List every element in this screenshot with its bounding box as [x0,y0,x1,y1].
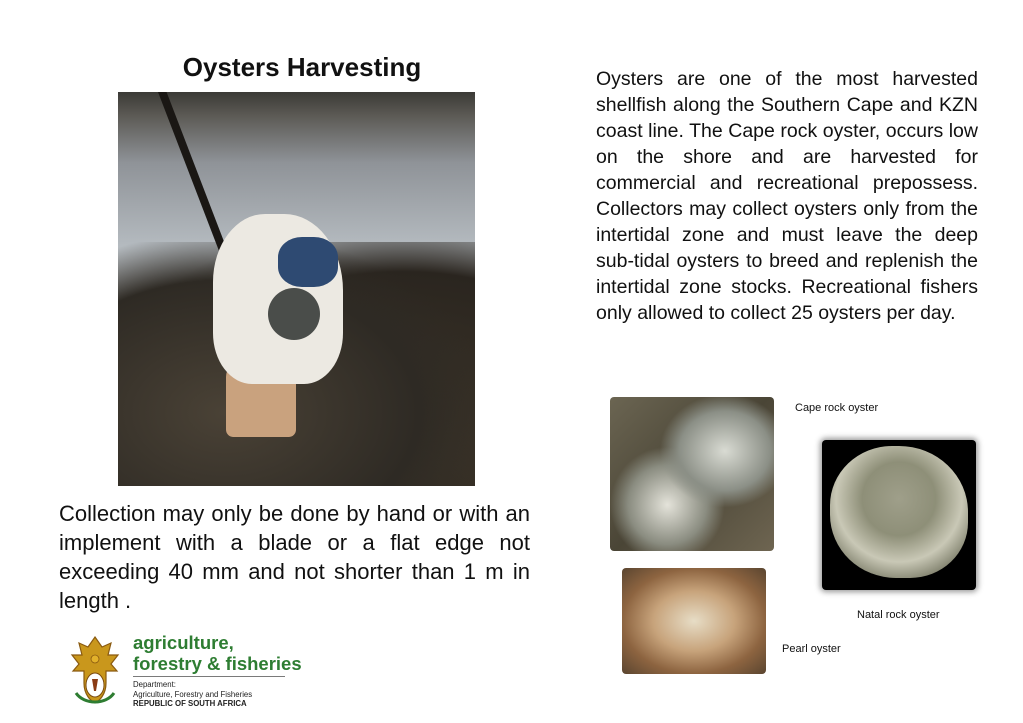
jacket-shape [278,237,338,287]
collection-rules-paragraph: Collection may only be done by hand or with an implement with a blade or a flat edge not exceeding 40 mm and not shorter than 1 m in length . [59,501,530,613]
country-name: REPUBLIC OF SOUTH AFRICA [133,699,247,709]
page-title: Oysters Harvesting [182,52,422,82]
department-name-line2: forestry & fisheries [133,653,302,674]
pearl-oyster-photo [622,568,766,674]
natal-rock-oyster-caption: Natal rock oyster [857,609,940,621]
description-paragraph: Oysters are one of the most harvested shellfish along the Southern Cape and KZN coast line. The Cape rock oyster, occurs low on the shore and are harvested for commercial and recreational prepossess. Collectors may collect oysters only from the intertidal zone and must leave the deep sub-tidal oysters to breed and replenish the intertidal zone stocks. Recreational fishers only allowed to collect 25 oysters per day. [596,68,978,324]
pearl-oyster-caption: Pearl oyster [782,643,841,655]
natal-shell-shape [830,446,968,578]
department-name [133,632,302,674]
cap-shape [268,288,320,340]
department-label: Department: [133,680,176,689]
department-details [133,680,252,709]
department-full-name: Agriculture, Forestry and Fisheries [133,689,253,699]
natal-rock-oyster-photo [822,440,976,590]
cape-rock-oyster-photo [610,397,774,551]
cape-rock-oyster-caption: Cape rock oyster [795,402,879,414]
harvester-photo [118,92,475,486]
coat-of-arms-icon [66,633,124,707]
department-name-line1: agriculture, [133,632,234,653]
divider [133,676,285,677]
